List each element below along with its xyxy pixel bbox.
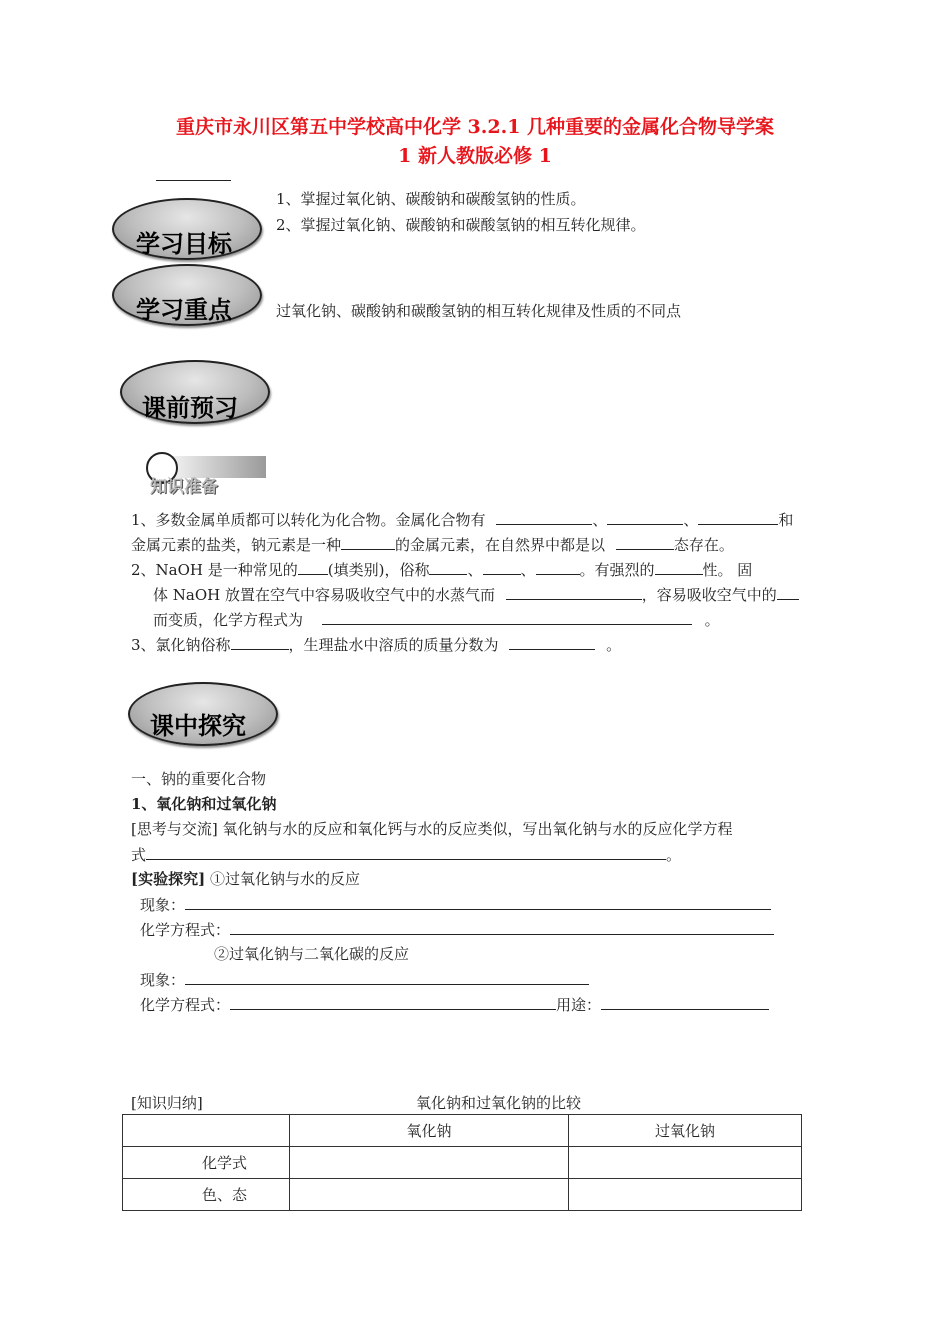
focus-text: 过氧化钠、碳酸钠和碳酸氢钠的相互转化规律及性质的不同点 (276, 302, 682, 320)
badge-focus-label: 学习重点 (136, 295, 232, 324)
experiment-2: ②过氧化钠与二氧化碳的反应 (214, 945, 410, 963)
badge-preview-label: 课前预习 (142, 393, 238, 422)
table-header-row (123, 1115, 802, 1147)
comparison-table (122, 1114, 802, 1211)
badge-explore-label: 课中探究 (150, 711, 246, 740)
preview-q2-line3: 而变质，化学方程式为 。 (153, 608, 720, 630)
table-row (123, 1147, 802, 1179)
table-header-cell: 过氧化钠 (569, 1115, 802, 1147)
table-row-label: 化学式 (123, 1147, 290, 1179)
think-exchange-line2: 式 。 (131, 843, 681, 865)
think-exchange: [思考与交流] 氧化钠与水的反应和氧化钙与水的反应类似，写出氧化钠与水的反应化学方程 (131, 820, 733, 838)
goal-1: 1、掌握过氧化钠、碳酸钠和碳酸氢钠的性质。 (276, 190, 586, 208)
exp1-equation: 化学方程式： (140, 918, 774, 940)
table-caption: 氧化钠和过氧化钠的比较 (416, 1094, 582, 1112)
table-cell[interactable] (290, 1179, 569, 1211)
exp1-phenomenon: 现象： (140, 893, 771, 915)
document-title-line1: 重庆市永川区第五中学校高中化学 3.2.1 几种重要的金属化合物导学案 (175, 116, 775, 138)
exp2-phenomenon: 现象： (140, 968, 589, 990)
badge-goals-label: 学习目标 (136, 229, 232, 258)
table-header-cell (123, 1115, 290, 1147)
table-cell[interactable] (290, 1147, 569, 1179)
preview-q1-line1: 1、多数金属单质都可以转化为化合物。金属化合物有 、 、 和 (131, 508, 793, 530)
section-heading: 一、钠的重要化合物 (131, 770, 267, 788)
document-title-line2: 1 新人教版必修 1 (398, 145, 552, 167)
preview-q2-line2: 体 NaOH 放置在空气中容易吸收空气中的水蒸气而 ，容易吸收空气中的 (153, 583, 799, 605)
preview-q1-line2: 金属元素的盐类，钠元素是一种 的金属元素，在自然界中都是以 态存在。 (131, 533, 734, 555)
knowledge-prep-label: 知识准备 (150, 477, 218, 497)
table-cell[interactable] (569, 1147, 802, 1179)
table-row (123, 1179, 802, 1211)
goal-2: 2、掌握过氧化钠、碳酸钠和碳酸氢钠的相互转化规律。 (276, 216, 646, 234)
short-divider (156, 180, 231, 181)
table-cell[interactable] (569, 1179, 802, 1211)
subsection-heading: 1、氧化钠和过氧化钠 (131, 795, 277, 813)
exp2-equation-use: 化学方程式： 用途： (140, 993, 769, 1015)
table-row-label: 色、态 (123, 1179, 290, 1211)
table-header-cell: 氧化钠 (290, 1115, 569, 1147)
preview-q2-line1: 2、NaOH 是一种常见的 (填类别)，俗称 、 、 。有强烈的 性。 固 (131, 558, 752, 580)
preview-q3: 3、氯化钠俗称 ，生理盐水中溶质的质量分数为 。 (131, 633, 621, 655)
summary-label: [知识归纳] (131, 1094, 203, 1112)
experiment-1: [实验探究] ①过氧化钠与水的反应 (131, 870, 360, 888)
